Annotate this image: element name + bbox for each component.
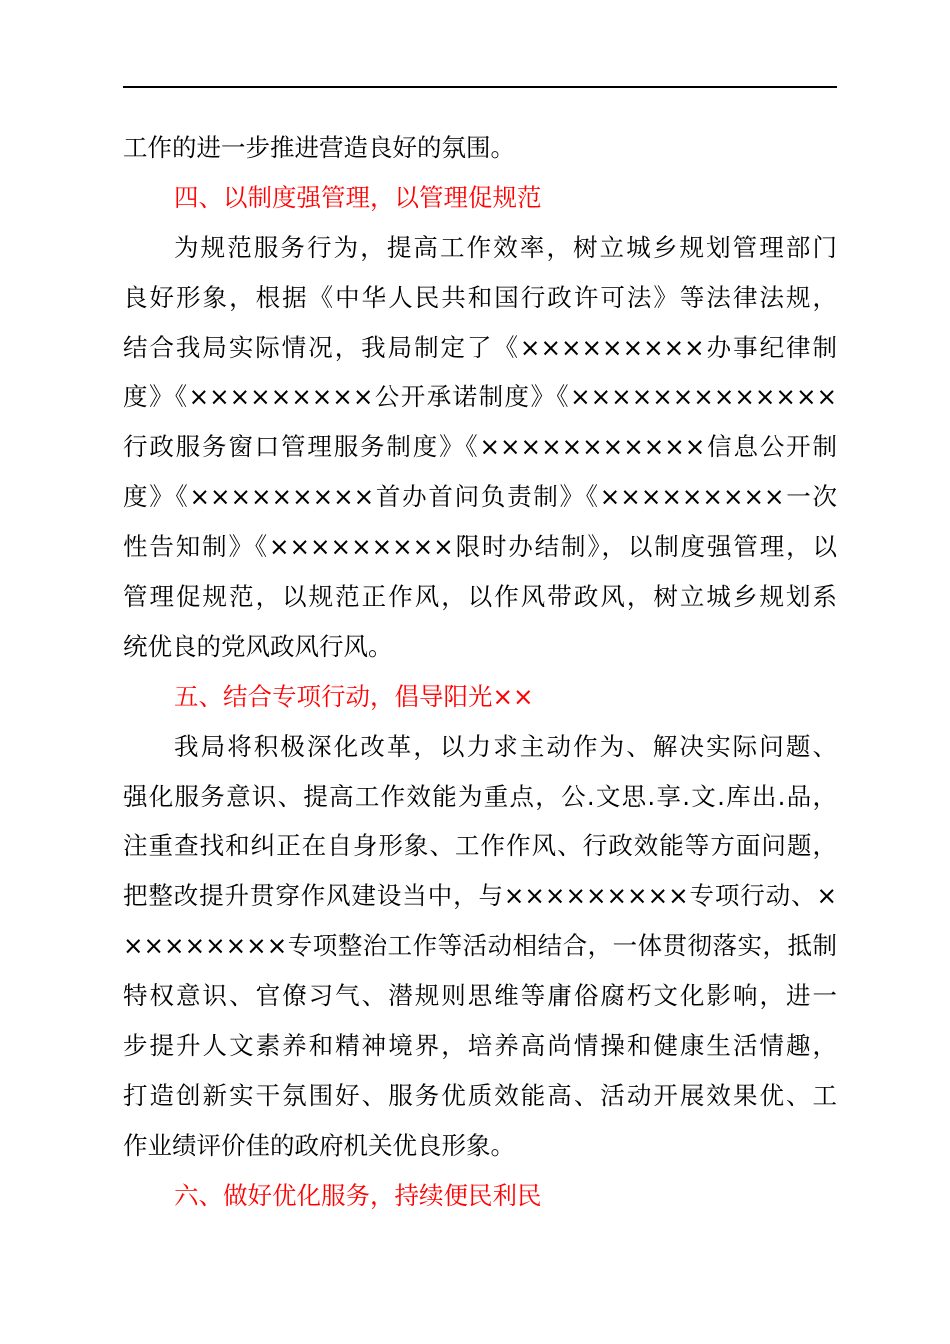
paragraph-line: 良好形象，根据《中华人民共和国行政许可法》等法律法规，: [123, 282, 837, 312]
paragraph-line: 打造创新实干氛围好、服务优质效能高、活动开展效果优、工: [123, 1080, 837, 1110]
section-heading-5: 五、结合专项行动，倡导阳光××: [174, 681, 534, 711]
section-heading-4: 四、以制度强管理，以管理促规范: [174, 182, 542, 212]
paragraph-line: 把整改提升贯穿作风建设当中，与×××××××××专项行动、×: [123, 881, 837, 911]
paragraph-line: 特权意识、官僚习气、潜规则思维等庸俗腐朽文化影响，进一: [123, 981, 837, 1011]
header-rule: [123, 86, 837, 88]
paragraph-line: 步提升人文素养和精神境界，培养高尚情操和健康生活情趣，: [123, 1031, 837, 1061]
section-heading-6: 六、做好优化服务，持续便民利民: [174, 1180, 542, 1210]
paragraph-line: 度》《×××××××××公开承诺制度》《×××××××××××××: [123, 382, 837, 412]
paragraph-line: 性告知制》《×××××××××限时办结制》，以制度强管理，以: [123, 532, 837, 562]
paragraph-line: 结合我局实际情况，我局制定了《×××××××××办事纪律制: [123, 332, 837, 362]
paragraph-line: 注重查找和纠正在自身形象、工作作风、行政效能等方面问题，: [123, 831, 837, 861]
paragraph-line: ××××××××专项整治工作等活动相结合，一体贯彻落实，抵制: [123, 931, 837, 961]
paragraph-line: 统优良的党风政风行风。: [123, 631, 393, 661]
paragraph-line: 工作的进一步推进营造良好的氛围。: [123, 133, 515, 162]
paragraph-line: 我局将积极深化改革，以力求主动作为、解决实际问题、: [174, 731, 837, 761]
paragraph-line: 为规范服务行为，提高工作效率，树立城乡规划管理部门: [174, 232, 837, 262]
paragraph-line: 行政服务窗口管理服务制度》《×××××××××××信息公开制: [123, 432, 837, 462]
paragraph-line: 强化服务意识、提高工作效能为重点，公.文思.享.文.库出.品，: [123, 781, 837, 811]
document-body: [123, 123, 837, 1221]
paragraph-line: 作业绩评价佳的政府机关优良形象。: [123, 1130, 515, 1160]
paragraph-line: 度》《×××××××××首办首问负责制》《×××××××××一次: [123, 482, 837, 512]
paragraph-line: 管理促规范，以规范正作风，以作风带政风，树立城乡规划系: [123, 582, 837, 612]
